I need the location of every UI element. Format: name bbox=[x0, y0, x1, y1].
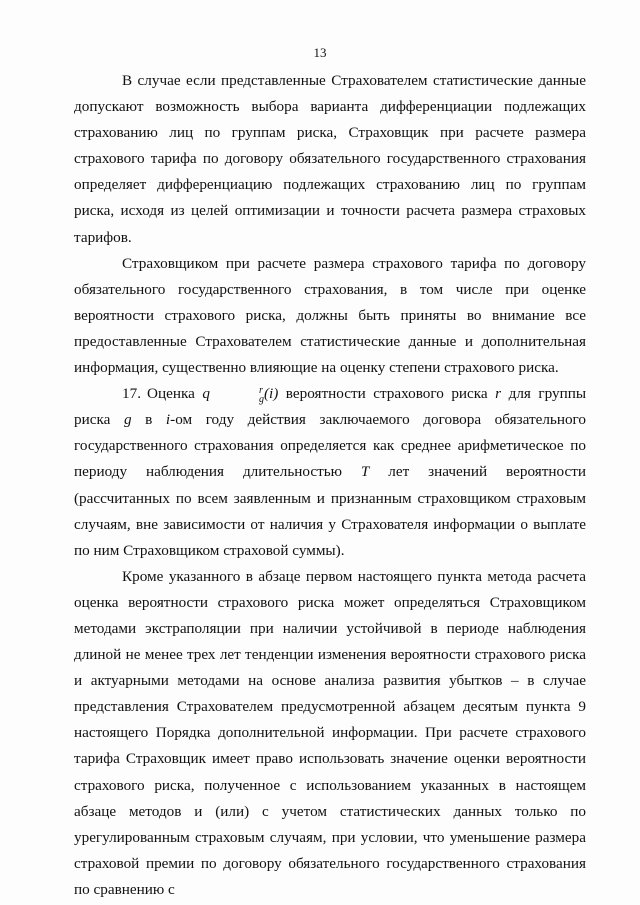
var-i: i bbox=[165, 411, 171, 429]
paragraph-item-17 bbox=[74, 381, 586, 564]
item17-text-f: лет значений вероятности (рассчитанных по всем заявленным и признанным страховщиком страховым случаям, вне зависимости от наличия у Страхователя информации о выплате по ним Страховщиком страховой суммы). bbox=[74, 463, 587, 559]
document-body bbox=[74, 68, 586, 903]
item-number: 17. bbox=[122, 385, 141, 403]
item17-text-e: -ом году действия заключаемого договора обязательного государственного страхования определяется как среднее арифметическое по периоду наблюдения длительностью bbox=[74, 411, 586, 481]
page-number: 13 bbox=[313, 45, 327, 60]
paragraph-extrapolation-methods: Кроме указанного в абзаце первом настоящего пункта метода расчета оценка вероятности страхового риска может определяться Страховщиком методами экстраполяции при наличии устойчивой в периоде наблюдения длиной не менее трех лет тенденции изменения вероятности страхового риска и актуарными методами на основе анализа развития убытков – в случае представления Страхователем предусмотренной абзацем десятым пункта 9 настоящего Порядка дополнительной информации. При расчете страхового тарифа Страховщик имеет право использовать значение оценки вероятности страхового риска, полученное с использованием указанных в настоящем абзаце методов и (или) с учетом статистических данных только по урегулированным страховым случаям, при условии, что уменьшение размера страховой премии по договору обязательного государственного страхования по сравнению с bbox=[74, 567, 586, 898]
item17-text-b: вероятности страхового риска bbox=[285, 385, 488, 403]
var-T: T bbox=[360, 463, 370, 481]
paragraph-statistics-consideration: Страховщиком при расчете размера страхового тарифа по договору обязательного государственного страхования, в том числе при оценке вероятности страхового риска, должны быть приняты во внимание все предоставленные Страхователем статистические данные и дополнительная информация, существенно влияющие на оценку степени страхового риска. bbox=[74, 254, 586, 377]
item17-text-d: в bbox=[145, 411, 153, 429]
var-r: r bbox=[495, 385, 502, 403]
item17-text-a: Оценка bbox=[146, 385, 195, 403]
paragraph-differentiation: В случае если представленные Страхователем статистические данные допускают возможность выбора варианта дифференциации подлежащих страхованию лиц по группам риска, Страховщик при расчете размера страхового тарифа по договору обязательного государственного страхования определяет дифференциацию подлежащих страхованию лиц по группам риска, исходя из целей оптимизации и точности расчета размера страховых тарифов. bbox=[74, 72, 586, 246]
probability-estimate-formula: q r g (i) bbox=[202, 385, 279, 406]
item17-text-c: для группы риска bbox=[74, 385, 587, 429]
var-g: g bbox=[123, 411, 132, 429]
